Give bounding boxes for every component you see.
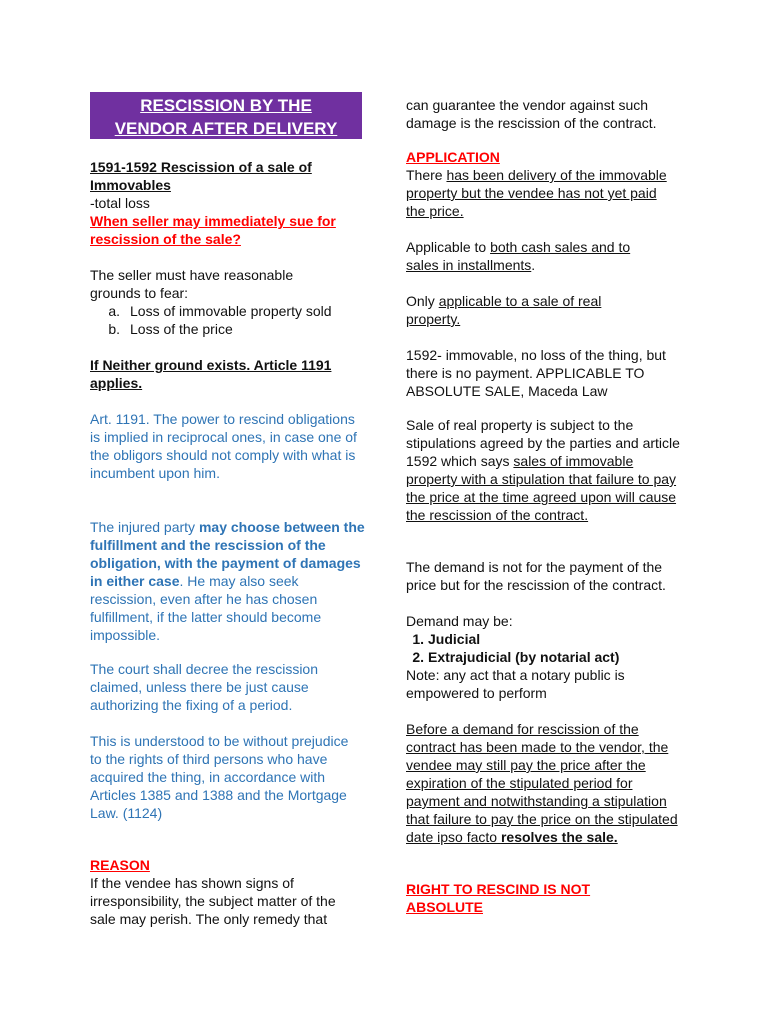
section-heading-1591: 1591-1592 Rescission of a sale of Immovables [90, 159, 312, 193]
court-paragraph: The court shall decree the rescission claimed, unless there be just cause authorizing the fixing of a period. [90, 661, 318, 713]
list-item: 2. Extrajudicial (by notarial act) [412, 649, 620, 665]
demand-text: The demand is not for the payment of the price but for the rescission of the contract. [406, 559, 666, 593]
article-1592-text: 1592- immovable, no loss of the thing, but there is no payment. APPLICABLE TO ABSOLUTE SALE, Maceda Law [406, 347, 666, 399]
neither-ground-heading: If Neither ground exists. Article 1191 applies. [90, 357, 332, 391]
grounds-list [90, 302, 365, 338]
reason-text: If the vendee has shown signs of irresponsibility, the subject matter of the sale may perish. The only remedy that [90, 875, 336, 927]
reason-continuation: can guarantee the vendor against such damage is the rescission of the contract. [406, 97, 657, 131]
demand-may-be: Demand may be: [406, 613, 513, 629]
prejudice-paragraph: This is understood to be without prejudice to the rights of third persons who have acquired the thing, in accordance with Articles 1385 and 1388 and the Mortgage Law. (1124) [90, 733, 349, 821]
notary-note: Note: any act that a notary public is empowered to perform [406, 667, 625, 701]
title-line-2: VENDOR AFTER DELIVERY [114, 119, 338, 138]
grounds-intro: The seller must have reasonable grounds to fear: [90, 267, 294, 301]
total-loss-note: -total loss [90, 195, 150, 211]
before-demand-paragraph: Before a demand for rescission of the contract has been made to the vendor, the vendee may still pay the price after the expiration of the stipulated period for payment and notwithstanding a stipulation that failure to pay the price on the stipulated date ipso facto resolves the sale. [406, 721, 678, 845]
list-item: a. Loss of immovable property sold [108, 303, 332, 319]
list-item: b. Loss of the price [108, 321, 233, 337]
application-heading: APPLICATION [406, 149, 500, 165]
application-text: There has been delivery of the immovable property but the vendee has not yet paid the price. [406, 167, 667, 219]
right-to-rescind-heading: RIGHT TO RESCIND IS NOT ABSOLUTE [406, 881, 591, 915]
reason-heading: REASON [90, 857, 150, 873]
applicable-text: Applicable to both cash sales and to sales in installments. [406, 239, 631, 273]
list-item: 1. Judicial [412, 631, 481, 647]
question-heading: When seller may immediately sue for rescission of the sale? [90, 213, 336, 247]
article-1191-text: Art. 1191. The power to rescind obligations is implied in reciprocal ones, in case one of the obligors should not comply with what is incumbent upon him. [90, 411, 357, 481]
demand-types-list [406, 630, 681, 666]
title-line-1: RESCISSION BY THE [140, 96, 312, 115]
injured-party-paragraph: The injured party may choose between the fulfillment and the rescission of the obligation, with the payment of damages in either case. He may also seek rescission, even after he has chosen fulfillment, if the latter should become impossible. [90, 519, 365, 643]
document-title [90, 92, 362, 142]
sale-real-property-text: Sale of real property is subject to the stipulations agreed by the parties and article 1592 which says sales of immovable property with a stipulation that failure to pay the price at the time agreed upon will cause the rescission of the contract. [406, 417, 680, 523]
only-applicable-text: Only applicable to a sale of real property. [406, 293, 602, 327]
